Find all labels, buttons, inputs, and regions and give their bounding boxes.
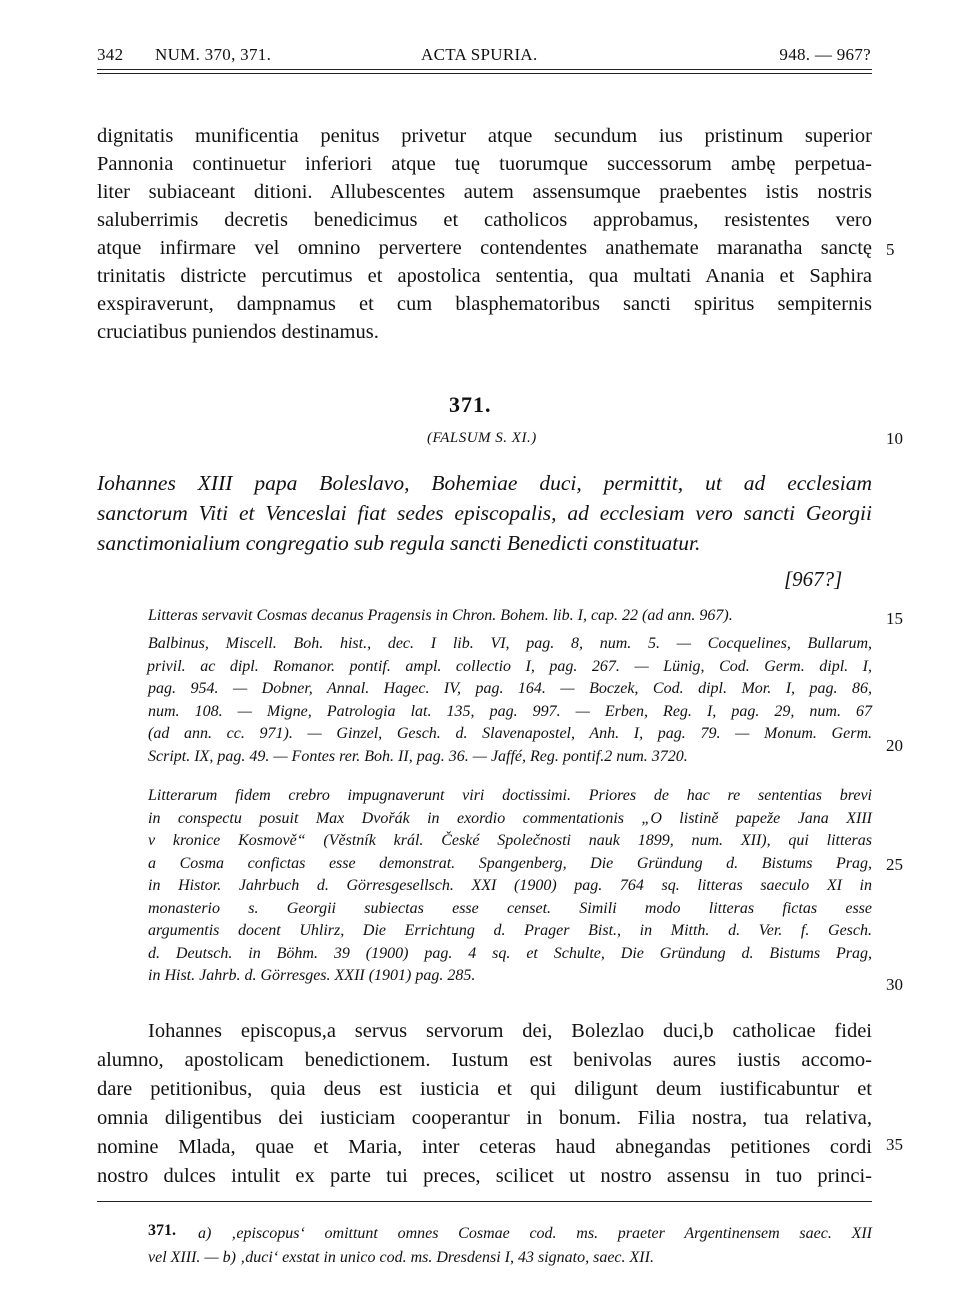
note-line: pag. 954. — Dobner, Annal. Hagec. IV, pag. 164. — Boczek, Cod. dipl. Mor. I, pag. 86,: [148, 680, 872, 697]
text-line: exspiraverunt, dampnamus et cum blasphematoribus sancti spiritus sempiternis: [97, 293, 872, 315]
text-line: omnia diligentibus dei iusticiam cooperantur in bonum. Filia nostra, tua relativa,: [97, 1107, 872, 1129]
text-line: nomine Mlada, quae et Maria, inter ceteras haud abnegandas petitiones cordi: [97, 1136, 872, 1158]
year-range: 948. — 967?: [779, 45, 871, 64]
text-line: nostro dulces intulit ex parte tui preces, scilicet ut nostro assensu in tuo princi-: [97, 1165, 872, 1187]
line-number: 15: [886, 609, 903, 628]
note-line: a Cosma confictas esse demonstrat. Spangenberg, Die Gründung d. Bistums Prag,: [148, 854, 872, 872]
text-line: atque infirmare vel omnino pervertere contendentes anathemate maranatha sanctę: [97, 237, 872, 259]
note-line: Litteras servavit Cosmas decanus Pragensis in Chron. Bohem. lib. I, cap. 22 (ad ann. 967).: [148, 607, 733, 624]
note-line: d. Deutsch. in Böhm. 39 (1900) pag. 4 sq. et Schulte, Die Gründung d. Bistums Prag,: [148, 944, 872, 962]
header-title: ACTA SPURIA.: [421, 45, 538, 64]
criticism-notes: [148, 785, 872, 988]
note-line: num. 108. — Migne, Patrologia lat. 135, pag. 997. — Erben, Reg. I, pag. 29, num. 67: [148, 702, 872, 720]
footnote-label: 371.: [148, 1222, 176, 1239]
letter-text: [97, 1017, 872, 1191]
header-rule-top: [97, 69, 872, 70]
regest-line: Iohannes XIII papa Boleslavo, Bohemiae duci, permittit, ut ad ecclesiam: [97, 471, 872, 495]
line-number: 30: [886, 975, 903, 994]
footnote-second: [148, 1246, 872, 1270]
text-line: saluberrimis decretis benedicimus et catholicos approbamus, resistentes vero: [97, 209, 872, 231]
footnote-first: [198, 1222, 872, 1246]
footnote-line: a) ‚episcopus‘ omittunt omnes Cosmae cod. ms. praeter Argentinensem saec. XII: [198, 1225, 872, 1242]
line-number: 10: [886, 429, 903, 448]
footnote-rule: [97, 1201, 872, 1202]
note-line: (ad ann. cc. 971). — Ginzel, Gesch. d. Slavenapostel, Anh. I, pag. 79. — Monum. Germ.: [148, 725, 872, 742]
tradition-notes: [148, 605, 872, 628]
document-number-text: 371.: [449, 392, 492, 417]
regest-line: sanctorum Viti et Venceslai fiat sedes episcopalis, ad ecclesiam vero sancti Georgii: [97, 501, 872, 525]
note-line: in conspectu posuit Max Dvořák in exordio commentationis „O listině papeže Jana XIII: [148, 809, 872, 827]
line-number: 25: [886, 855, 903, 874]
footnote-line: vel XIII. — b) ‚duci‘ exstat in unico cod. ms. Dresdensi I, 43 signato, saec. XII.: [148, 1249, 654, 1266]
line-number: 5: [886, 240, 895, 259]
text-line: trinitatis districte percutimus et apostolica sententia, qua multati Anania et Saphira: [97, 265, 872, 287]
note-line: v kronice Kosmově“ (Věstník král. České Společnosti nauk 1899, num. XII), qui litteras: [148, 832, 872, 849]
text-line: Pannonia continuetur inferiori atque tuę tuorumque successorum ambę perpetua-: [97, 153, 872, 175]
note-line: argumentis docent Uhlirz, Die Errichtung d. Prager Bist., in Mitth. d. Ver. f. Gesch.: [148, 922, 872, 939]
note-line: in Histor. Jahrbuch d. Görresgesellsch. XXI (1900) pag. 764 sq. litteras saeculo XI in: [148, 877, 872, 894]
text-line: dare petitionibus, quia deus est iusticia et qui diligunt deum iustificabuntur et: [97, 1078, 872, 1100]
note-line: privil. ac dipl. Romanor. pontif. ampl. collectio I, pag. 267. — Lünig, Cod. Germ. dipl. I,: [147, 657, 872, 675]
text-line: dignitatis munificentia penitus privetur atque secundum ius pristinum superior: [97, 125, 872, 147]
falsum-label: (FALSUM S. XI.): [427, 430, 537, 446]
regest: [97, 468, 872, 558]
header-rule-bottom: [97, 73, 872, 74]
note-line: in Hist. Jahrb. d. Görresges. XXII (1901) pag. 285.: [148, 967, 476, 984]
text-line: alumno, apostolicam benedictionem. Iustum est benivolas aures iustis accomo-: [97, 1049, 872, 1071]
editions-notes: [148, 633, 872, 768]
text-line: cruciatibus puniendos destinamus.: [97, 321, 379, 343]
document-date: [967?]: [784, 567, 843, 591]
text-line: Iohannes episcopus,a servus servorum dei, Bolezlao duci,b catholicae fidei: [148, 1020, 872, 1042]
text-line: liter subiaceant ditioni. Allubescentes autem assensumque praebentes istis nostris: [97, 181, 872, 203]
note-line: Balbinus, Miscell. Boh. hist., dec. I lib. VI, pag. 8, num. 5. — Cocquelines, Bullarum,: [148, 635, 872, 652]
note-line: monasterio s. Georgii subiectas esse censet. Simili modo litteras fictas esse: [148, 899, 872, 917]
regest-line: sanctimonialium congregatio sub regula sancti Benedicti constituatur.: [97, 531, 701, 555]
line-number: 20: [886, 736, 903, 755]
note-line: Script. IX, pag. 49. — Fontes rer. Boh. II, pag. 36. — Jaffé, Reg. pontif.2 num. 3720.: [148, 747, 688, 765]
doc-numbers: NUM. 370, 371.: [155, 45, 272, 64]
line-number: 35: [886, 1135, 903, 1154]
note-line: Litterarum fidem crebro impugnaverunt viri doctissimi. Priores de hac re sententias brevi: [148, 787, 872, 804]
page-number: 342: [97, 45, 124, 64]
intro-text: [97, 122, 872, 346]
running-header: [97, 45, 871, 71]
